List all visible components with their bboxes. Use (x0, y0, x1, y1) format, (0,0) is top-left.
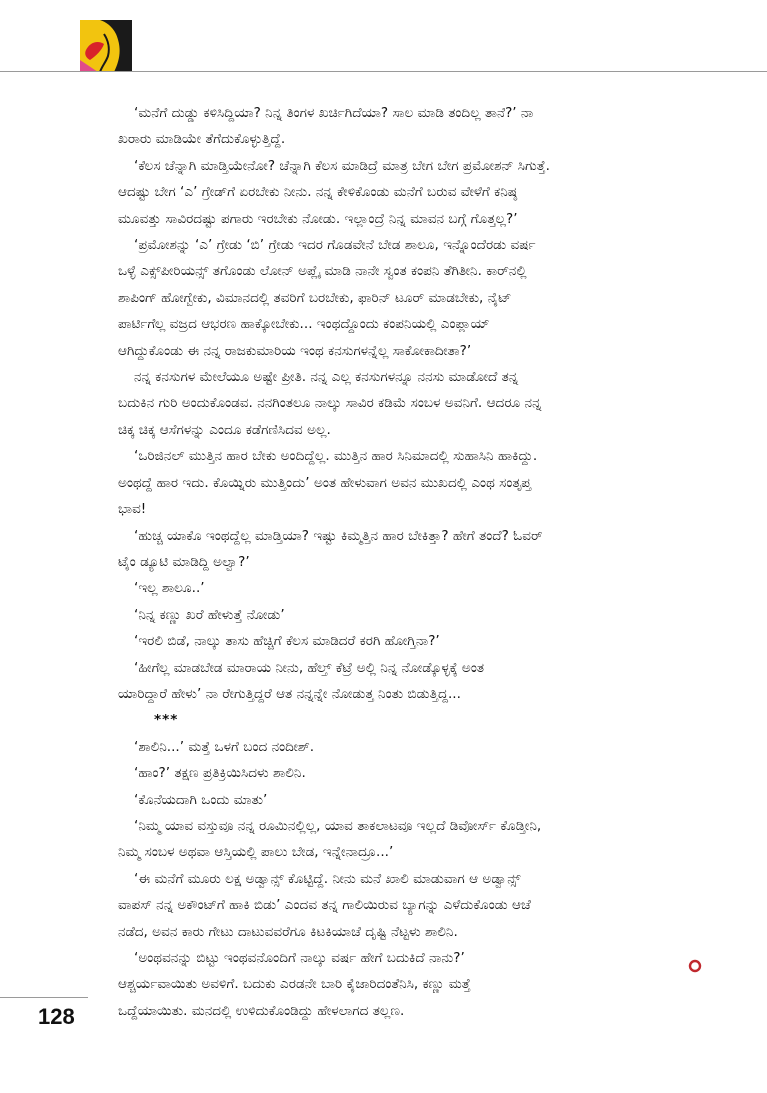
footer-rule (0, 997, 88, 998)
text-line: ‘ಪ್ರಮೋಶನ್ನು ‘ಎ’ ಗ್ರೇಡು ‘ಬಿ’ ಗ್ರೇಡು ಇದರ ಗೊಡವೇನೆ ಬೇಡ ಶಾಲೂ, ಇನ್ನೊಂದೆರಡು ವರ್ಷ (134, 237, 536, 254)
text-line: ಪಾರ್ಟಿಗೆಲ್ಲ ವಜ್ರದ ಆಭರಣ ಹಾಕ್ಕೋಬೇಕು... ಇಂಥದ್ದೊಂದು ಕಂಪನಿಯಲ್ಲಿ ಎಂಪ್ಲಾಯ್ (118, 316, 490, 333)
text-line: ನನ್ನ ಕನಸುಗಳ ಮೇಲೆಯೂ ಅಷ್ಟೇ ಪ್ರೀತಿ. ನನ್ನ ಎಲ್ಲ ಕನಸುಗಳನ್ನೂ ನನಸು ಮಾಡೋದೆ ತನ್ನ (134, 369, 519, 386)
text-line: ಚಿಕ್ಕ ಚಿಕ್ಕ ಆಸೆಗಳನ್ನು ಎಂದೂ ಕಡೆಗಣಿಸಿದವ ಅಲ್ಲ. (118, 421, 331, 438)
text-line: ಒಳ್ಳೆ ಎಕ್ಸ್‌ಪೀರಿಯನ್ಸ್ ತಗೊಂಡು ಲೋನ್ ಅಪ್ಲೈ ಮಾಡಿ ನಾನೇ ಸ್ವಂತ ಕಂಪನಿ ತೆಗಿತೀನಿ. ಕಾರ್‌ನಲ್ಲಿ (118, 263, 527, 280)
text-line: ‘ಅಂಥವನನ್ನು ಬಿಟ್ಟು ಇಂಥವನೊಂದಿಗೆ ನಾಲ್ಕು ವರ್ಷ ಹೇಗೆ ಬದುಕಿದೆ ನಾನು?’ (134, 950, 465, 966)
header-rule (0, 71, 767, 72)
text-line: ಆದಷ್ಟು ಬೇಗ ‘ಎ’ ಗ್ರೇಡ್‌ಗೆ ಏರಬೇಕು ನೀನು. ನನ್ನ ಕೇಳಿಕೊಂಡು ಮನೆಗೆ ಬರುವ ವೇಳೆಗೆ ಕನಿಷ್ಠ (118, 184, 518, 201)
text-line: ‘ಈ ಮನೆಗೆ ಮೂರು ಲಕ್ಷ ಅಡ್ವಾನ್ಸ್ ಕೊಟ್ಟಿದ್ದೆ. ನೀನು ಮನೆ ಖಾಲಿ ಮಾಡುವಾಗ ಆ ಅಡ್ವಾನ್ಸ್ (134, 870, 521, 887)
circle-end-mark-icon (688, 958, 702, 972)
text-line: ಒದ್ದೆಯಾಯಿತು. ಮನದಲ್ಲಿ ಉಳಿದುಕೊಂಡಿದ್ದು ಹೇಳಲಾಗದ ತಲ್ಲಣ. (118, 1002, 405, 1019)
text-line: ವಾಪಸ್ ನನ್ನ ಅಕೌಂಟ್‌ಗೆ ಹಾಕಿ ಬಿಡು’ ಎಂದವ ತನ್ನ ಗಾಲಿಯಿರುವ ಬ್ಯಾಗನ್ನು ಎಳೆದುಕೊಂಡು ಆಚೆ (118, 897, 531, 914)
text-line: ಟೈಂ ಡ್ಯೂಟಿ ಮಾಡಿದ್ದಿ ಅಲ್ವಾ?’ (118, 553, 250, 570)
text-line: ಶಾಪಿಂಗ್ ಹೋಗ್ಬೇಕು, ವಿಮಾನದಲ್ಲಿ ತವರಿಗೆ ಬರಬೇಕು, ಫಾರಿನ್ ಟೂರ್ ಮಾಡಬೇಕು, ನೈಟ್ (118, 289, 512, 306)
story-text (118, 100, 708, 1024)
page-number: 128 (38, 1004, 75, 1029)
text-line: ‘ಒರಿಜಿನಲ್ ಮುತ್ತಿನ ಹಾರ ಬೇಕು ಅಂದಿದ್ದೆಲ್ಲ. ಮುತ್ತಿನ ಹಾರ ಸಿನಿಮಾದಲ್ಲಿ ಸುಹಾಸಿನಿ ಹಾಕಿದ್ದು. (134, 448, 538, 465)
text-line: ‘ಕೊನೆಯದಾಗಿ ಒಂದು ಮಾತು’ (134, 791, 268, 808)
text-line: ಆಶ್ಚರ್ಯವಾಯಿತು ಅವಳಿಗೆ. ಬದುಕು ಎರಡನೇ ಬಾರಿ ಕೈಜಾರಿದಂತೆನಿಸಿ, ಕಣ್ಣು ಮತ್ತೆ (118, 976, 471, 993)
text-line: ‘ಹೀಗೆಲ್ಲ ಮಾಡಬೇಡ ಮಾರಾಯ ನೀನು, ಹೆಲ್ತ್ ಕೆಟ್ರೆ ಅಲ್ಲಿ ನಿನ್ನ ನೋಡ್ಕೊಳ್ಳಕ್ಕೆ ಅಂತ (134, 659, 485, 676)
text-line: ಬದುಕಿನ ಗುರಿ ಅಂದುಕೊಂಡವ. ನನಗಿಂತಲೂ ನಾಲ್ಕು ಸಾವಿರ ಕಡಿಮೆ ಸಂಬಳ ಅವನಿಗೆ. ಆದರೂ ನನ್ನ (118, 395, 542, 412)
text-line: ಅಂಥದ್ದೆ ಹಾರ ಇದು. ಕೊಯ್ನಿರು ಮುತ್ತಿಂದು’ ಅಂತ ಹೇಳುವಾಗ ಅವನ ಮುಖದಲ್ಲಿ ಎಂಥ ಸಂತೃಪ್ತ (118, 474, 532, 491)
text-line: ಖರಾರು ಮಾಡಿಯೇ ತೆಗೆದುಕೊಳ್ಳುತ್ತಿದ್ದೆ. (118, 131, 286, 148)
text-line: ‘ಇರಲಿ ಬಿಡೆ, ನಾಲ್ಕು ತಾಸು ಹೆಚ್ಚಿಗೆ ಕೆಲಸ ಮಾಡಿದರೆ ಕರಗಿ ಹೋಗ್ತಿನಾ?’ (134, 633, 440, 650)
text-line: ಭಾವ! (118, 501, 147, 518)
text-line: ಆಗಿದ್ದುಕೊಂಡು ಈ ನನ್ನ ರಾಜಕುಮಾರಿಯ ಇಂಥ ಕನಸುಗಳನ್ನೆಲ್ಲ ಸಾಕೋಕಾದೀತಾ?’ (118, 342, 472, 359)
woman-face-logo-icon (80, 20, 132, 72)
text-line: ‘ಇಲ್ಲ ಶಾಲೂ..’ (134, 580, 205, 597)
text-line: ‘ಹಾಂ?’ ತಕ್ಷಣ ಪ್ರತಿಕ್ರಿಯಿಸಿದಳು ಶಾಲಿನಿ. (134, 765, 306, 782)
text-line: ‘ಹುಚ್ಚ ಯಾಕೊ ಇಂಥದ್ದೆಲ್ಲ ಮಾಡ್ತಿಯಾ? ಇಷ್ಟು ಕಿಮ್ಮತ್ತಿನ ಹಾರ ಬೇಕಿತ್ತಾ? ಹೇಗೆ ತಂದೆ? ಓವರ್ (134, 527, 543, 544)
text-line: ‘ನಿನ್ನ ಕಣ್ಣು ಖರೆ ಹೇಳುತ್ತೆ ನೋಡು’ (134, 606, 285, 623)
text-line: ‘ಕೆಲಸ ಚೆನ್ನಾಗಿ ಮಾಡ್ತಿಯೇನೋ? ಚೆನ್ನಾಗಿ ಕೆಲಸ ಮಾಡಿದ್ರೆ ಮಾತ್ರ ಬೇಗ ಬೇಗ ಪ್ರಮೋಶನ್ ಸಿಗುತ್ತೆ. (134, 157, 550, 174)
text-line: ‘ಶಾಲಿನಿ...’ ಮತ್ತೆ ಒಳಗೆ ಬಂದ ನಂದೀಶ್. (134, 738, 315, 755)
text-line: ನಡೆದ, ಅವನ ಕಾರು ಗೇಟು ದಾಟುವವರೆಗೂ ಕಿಟಕಿಯಾಚೆ ದೃಷ್ಟಿ ನೆಟ್ಟಳು ಶಾಲಿನಿ. (118, 923, 458, 940)
text-line: ನಿಮ್ಮ ಸಂಬಳ ಅಥವಾ ಆಸ್ತಿಯಲ್ಲಿ ಪಾಲು ಬೇಡ, ಇನ್ನೇನಾದ್ರೂ...’ (118, 844, 394, 861)
text-line: ‘ಮನೆಗೆ ದುಡ್ಡು ಕಳಿಸಿದ್ದಿಯಾ? ನಿನ್ನ ತಿಂಗಳ ಖರ್ಚಿಗಿದೆಯಾ? ಸಾಲ ಮಾಡಿ ತಂದಿಲ್ಲ ತಾನೆ?’ ನಾ (134, 105, 534, 121)
scene-separator: *** (154, 712, 179, 729)
text-line: ಯಾರಿದ್ದಾರೆ ಹೇಳು’ ನಾ ರೇಗುತ್ತಿದ್ದರೆ ಆತ ನನ್ನನ್ನೇ ನೋಡುತ್ತ ನಿಂತು ಬಿಡುತ್ತಿದ್ದ... (118, 685, 461, 702)
text-line: ಮೂವತ್ತು ಸಾವಿರದಷ್ಟು ಪಗಾರು ಇರಬೇಕು ನೋಡು. ಇಲ್ಲಾಂದ್ರೆ ನಿನ್ನ ಮಾವನ ಬಗ್ಗೆ ಗೊತ್ತಲ್ಲ?’ (118, 210, 518, 227)
text-line: ‘ನಿಮ್ಮ ಯಾವ ವಸ್ತುವೂ ನನ್ನ ರೂಮಿನಲ್ಲಿಲ್ಲ, ಯಾವ ತಾಕಲಾಟವೂ ಇಲ್ಲದೆ ಡಿವೋರ್ಸ್ ಕೊಡ್ತೀನಿ, (134, 817, 542, 834)
